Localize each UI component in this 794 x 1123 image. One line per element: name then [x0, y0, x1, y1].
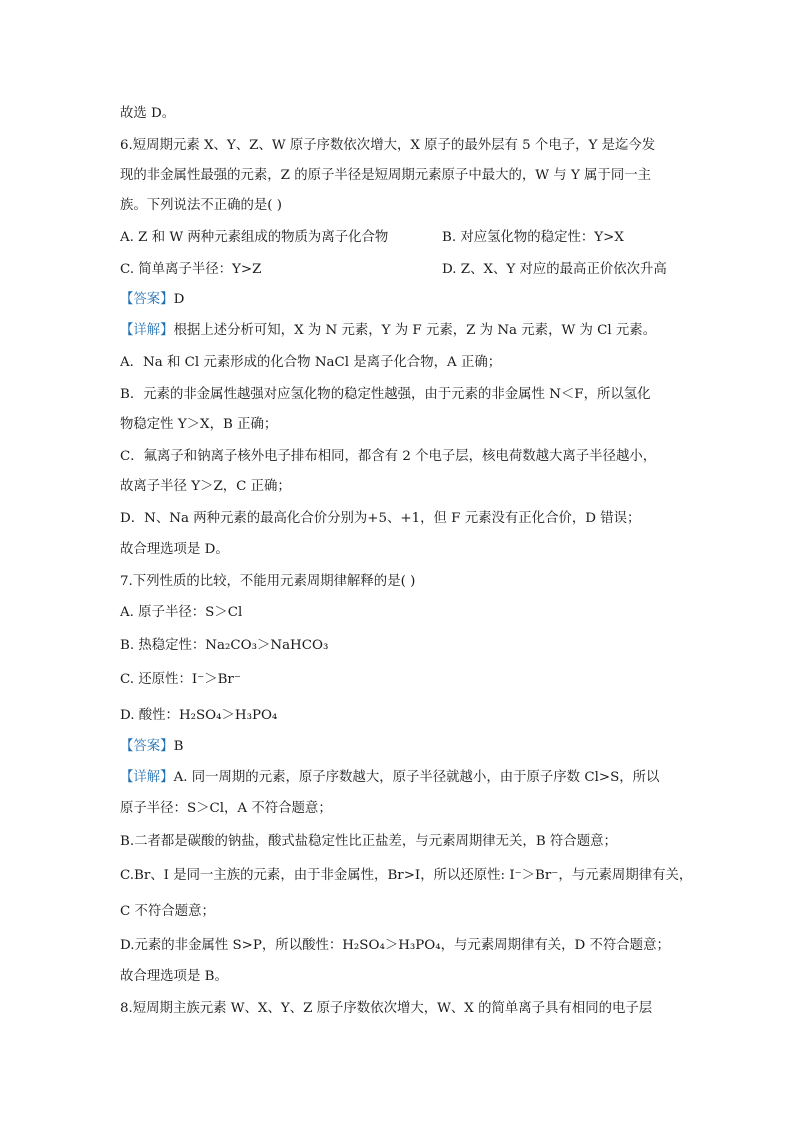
- q6-option-row-1: [120, 229, 680, 247]
- q7-detail-line-4: C.Br、I 是同一主族的元素，由于非金属性，Br>I，所以还原性: I⁻＞Br⁻，与元素周期律有关，: [120, 868, 693, 883]
- q7-detail-line-1: [120, 769, 680, 787]
- q6-option-d: D. Z、X、Y 对应的最高正价依次升高: [442, 262, 667, 277]
- q6-answer-tag: 【答案】: [120, 292, 174, 307]
- q8-stem-line-1: 8.短周期主族元素 W、X、Y、Z 原子序数依次增大，W、X 的简单离子具有相同的电子层: [120, 1001, 653, 1016]
- q7-stem: 7.下列性质的比较，不能用元素周期律解释的是( ): [120, 574, 416, 589]
- q6-stem-line-3: 族。下列说法不正确的是( ): [120, 198, 283, 213]
- q6-detail-line-3: B．元素的非金属性越强对应氢化物的稳定性越强，由于元素的非金属性 N＜F，所以氢化: [120, 387, 651, 402]
- q7-detail-line-5: C 不符合题意；: [120, 904, 215, 919]
- q6-detail-line-2: A．Na 和 Cl 元素形成的化合物 NaCl 是离子化合物，A 正确；: [120, 355, 502, 370]
- q7-detail-line-7: 故合理选项是 B。: [120, 969, 228, 984]
- q6-stem-line-1: 6.短周期元素 X、Y、Z、W 原子序数依次增大，X 原子的最外层有 5 个电子，Y 是迄今发: [120, 138, 656, 153]
- q5-conclusion: 故选 D。: [120, 106, 176, 121]
- q7-answer-value: B: [173, 739, 184, 754]
- q7-option-b: B. 热稳定性：Na₂CO₃＞NaHCO₃: [120, 638, 329, 653]
- q6-option-row-2: [120, 261, 680, 279]
- q6-stem-line-2: 现的非金属性最强的元素，Z 的原子半径是短周期元素原子中最大的，W 与 Y 属于同一主: [120, 168, 651, 183]
- q7-detail-text-1: A. 同一周期的元素，原子序数越大，原子半径就越小，由于原子序数 Cl>S，所以: [173, 770, 660, 785]
- q7-option-c: C. 还原性：I⁻＞Br⁻: [120, 672, 241, 687]
- q6-detail-line-5: C．氟离子和钠离子核外电子排布相同，都含有 2 个电子层，核电荷数越大离子半径越小，: [120, 449, 657, 464]
- q6-answer: [120, 291, 680, 309]
- q7-answer: [120, 738, 680, 756]
- q6-option-a: A. Z 和 W 两种元素组成的物质为离子化合物: [120, 230, 389, 245]
- q6-detail-tag: 【详解】: [120, 323, 174, 338]
- q6-option-c: C. 简单离子半径：Y>Z: [120, 262, 262, 277]
- q6-detail-line-1: [120, 322, 680, 340]
- q6-detail-line-6: 故离子半径 Y＞Z，C 正确；: [120, 479, 291, 494]
- q7-detail-line-2: 原子半径：S＞Cl，A 不符合题意；: [120, 801, 332, 816]
- q6-answer-value: D: [173, 292, 185, 307]
- q6-option-b: B. 对应氢化物的稳定性：Y>X: [442, 230, 624, 245]
- q7-detail-tag: 【详解】: [120, 770, 174, 785]
- q7-answer-tag: 【答案】: [120, 739, 174, 754]
- q7-option-a: A. 原子半径：S＞Cl: [120, 605, 243, 620]
- q6-detail-line-7: D．N、Na 两种元素的最高化合价分别为+5、+1，但 F 元素没有正化合价，D 错误；: [120, 511, 641, 526]
- q6-detail-line-4: 物稳定性 Y＞X，B 正确；: [120, 417, 278, 432]
- q6-detail-text-1: 根据上述分析可知，X 为 N 元素，Y 为 F 元素，Z 为 Na 元素，W 为 Cl 元素。: [173, 323, 657, 338]
- q7-option-d: D. 酸性：H₂SO₄＞H₃PO₄: [120, 708, 278, 723]
- q7-detail-line-6: D.元素的非金属性 S>P，所以酸性：H₂SO₄＞H₃PO₄，与元素周期律有关，D 不符合题意；: [120, 938, 670, 953]
- q7-detail-line-3: B.二者都是碳酸的钠盐，酸式盐稳定性比正盐差，与元素周期律无关，B 符合题意；: [120, 834, 617, 849]
- q6-detail-line-8: 故合理选项是 D。: [120, 542, 229, 557]
